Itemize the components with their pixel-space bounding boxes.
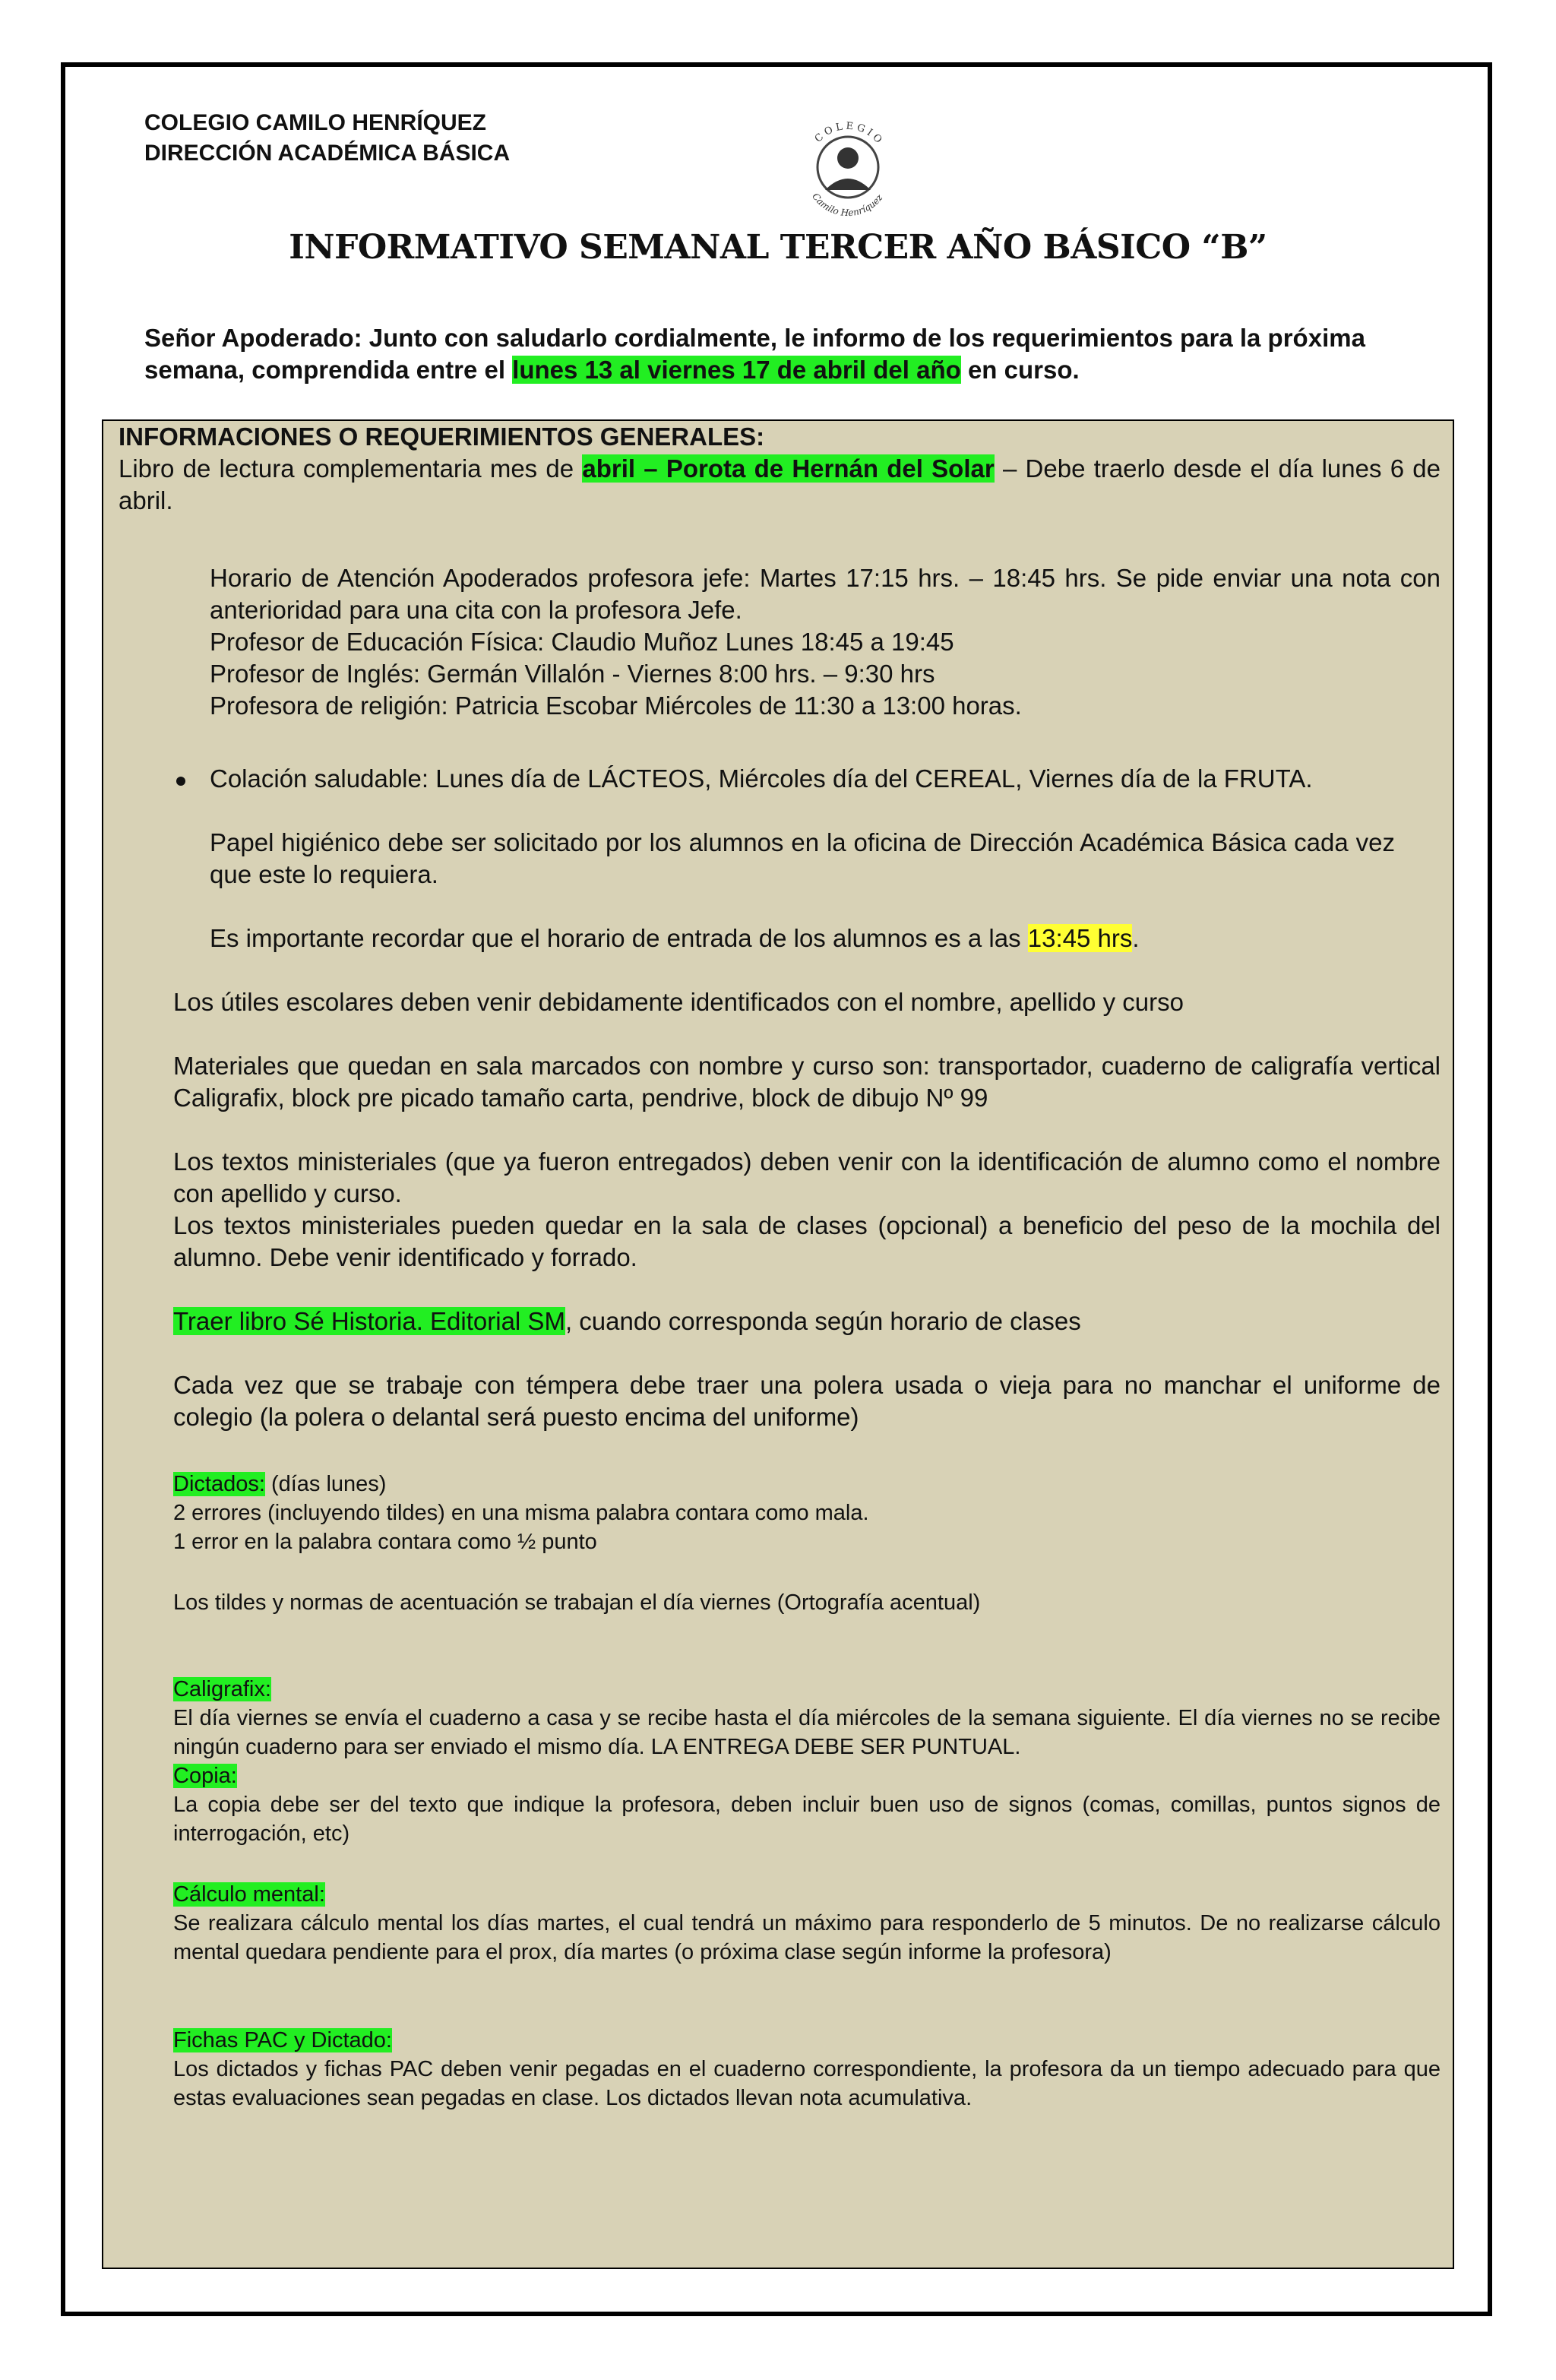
greeting-text: Señor Apoderado: Junto con saludarlo cordialmente, le informo de los requerimientos para la próxima semana, comprendida entre el (144, 324, 1365, 384)
school-header (144, 108, 510, 169)
dictation-section (173, 1470, 1441, 1556)
accent-info: Los tildes y normas de acentuación se trabajan el día viernes (Ortografía acentual) (173, 1590, 981, 1615)
greeting-text-end: en curso. (960, 356, 1080, 384)
history-book (173, 1306, 1441, 1337)
mental-math-label: Cálculo mental: (173, 1882, 325, 1907)
caligrafix-section (173, 1675, 1441, 1848)
greeting-paragraph (144, 322, 1421, 386)
bullet-icon (176, 777, 185, 786)
dictation-rule-2: 1 error en la palabra contara como ½ punto (173, 1530, 597, 1554)
schedule-english: Profesor de Inglés: Germán Villalón - Viernes 8:00 hrs. – 9:30 hrs (210, 660, 935, 688)
greeting-date-highlight: lunes 13 al viernes 17 de abril del año (512, 356, 961, 384)
department-name: DIRECCIÓN ACADÉMICA BÁSICA (144, 141, 511, 166)
caligrafix-text: El día viernes se envía el cuaderno a casa y se recibe hasta el día miércoles de la semana siguiente. El día viernes no se recibe ningún cuaderno para ser enviado el mismo día. LA ENTREGA DEBE SER PUNTUAL. (173, 1706, 1441, 1759)
logo-top-text: COLEGIO (812, 120, 887, 148)
schedule-pe: Profesor de Educación Física: Claudio Muñoz Lunes 18:45 a 19:45 (210, 628, 954, 656)
box-heading: INFORMACIONES O REQUERIMIENTOS GENERALES: (119, 423, 765, 451)
dictation-label: Dictados: (173, 1472, 265, 1496)
logo-bottom-text: Camilo Henríquez (810, 191, 885, 219)
school-logo (795, 114, 901, 220)
snack-info: Colación saludable: Lunes día de LÁCTEOS, Miércoles día del CEREAL, Viernes día de la FRUTA. (210, 764, 1313, 793)
reading-book (119, 453, 1441, 517)
svg-text:Camilo Henríquez (810, 191, 885, 218)
reading-text: Libro de lectura complementaria mes de (119, 454, 583, 483)
reading-book-highlight: abril – Porota de Hernán del Solar (582, 454, 995, 483)
history-book-highlight: Traer libro Sé Historia. Editorial SM (173, 1307, 565, 1335)
textbooks-info: Los textos ministeriales (que ya fueron entregados) deben venir con la identificación de alumno como el nombre con apellido y curso. (173, 1147, 1441, 1207)
pac-text: Los dictados y fichas PAC deben venir pegadas en el cuaderno correspondiente, la profesora da un tiempo adecuado para que estas evaluaciones sean pegadas en clase. Los dictados llevan nota acumulativa. (173, 2057, 1441, 2110)
entry-text-end: . (1132, 924, 1140, 952)
reading-text-end: – Debe traerlo desde el día lunes 6 de abril. (119, 454, 1441, 514)
entry-time (210, 923, 1395, 954)
mental-math-text: Se realizara cálculo mental los días martes, el cual tendrá un máximo para responderlo de 5 minutos. De no realizarse cálculo mental quedara pendiente para el prox, día martes (o próxima clase según informe la profesora) (173, 1911, 1441, 1964)
schedule-block (210, 562, 1441, 722)
dictation-rule-1: 2 errores (incluyendo tildes) en una misma palabra contara como mala. (173, 1501, 869, 1525)
entry-time-highlight: 13:45 hrs (1027, 924, 1133, 952)
schedule-religion: Profesora de religión: Patricia Escobar Miércoles de 11:30 a 13:00 horas. (210, 692, 1022, 720)
textbooks-optional-info: Los textos ministeriales pueden quedar en la sala de clases (opcional) a beneficio del peso de la mochila del alumno. Debe venir identificado y forrado. (173, 1211, 1441, 1271)
entry-text: Es importante recordar que el horario de entrada de los alumnos es a las (210, 924, 1028, 952)
supplies-info: Los útiles escolares deben venir debidamente identificados con el nombre, apellido y curso (173, 988, 1184, 1016)
pac-section (173, 2026, 1441, 2113)
schedule-parents: Horario de Atención Apoderados profesora jefe: Martes 17:15 hrs. – 18:45 hrs. Se pide enviar una nota con anterioridad para una cita con la profesora Jefe. (210, 564, 1441, 624)
tempera-info: Cada vez que se trabaje con témpera debe traer una polera usada o vieja para no manchar el uniforme de colegio (la polera o delantal será puesto encima del uniforme) (173, 1371, 1441, 1431)
history-text: , cuando corresponda según horario de clases (565, 1307, 1081, 1335)
school-name: COLEGIO CAMILO HENRÍQUEZ (144, 110, 486, 135)
copy-text: La copia debe ser del texto que indique la profesora, deben incluir buen uso de signos (comas, comillas, puntos signos de interrogación, etc) (173, 1793, 1441, 1846)
svg-text:COLEGIO (813, 121, 886, 148)
info-box (102, 419, 1454, 2269)
caligrafix-label: Caligrafix: (173, 1677, 271, 1701)
mental-math-section (173, 1880, 1441, 1967)
dictation-days: (días lunes) (264, 1472, 387, 1496)
pac-label: Fichas PAC y Dictado: (173, 2028, 392, 2052)
copy-label: Copia: (173, 1764, 237, 1788)
paper-info: Papel higiénico debe ser solicitado por los alumnos en la oficina de Dirección Académica Básica cada vez que este lo requiera. (210, 828, 1395, 888)
page-title: INFORMATIVO SEMANAL TERCER AÑO BÁSICO “B” (289, 228, 1267, 267)
materials-info: Materiales que quedan en sala marcados con nombre y curso son: transportador, cuaderno de caligrafía vertical Caligrafix, block pre picado tamaño carta, pendrive, block de dibujo Nº 99 (173, 1052, 1441, 1112)
